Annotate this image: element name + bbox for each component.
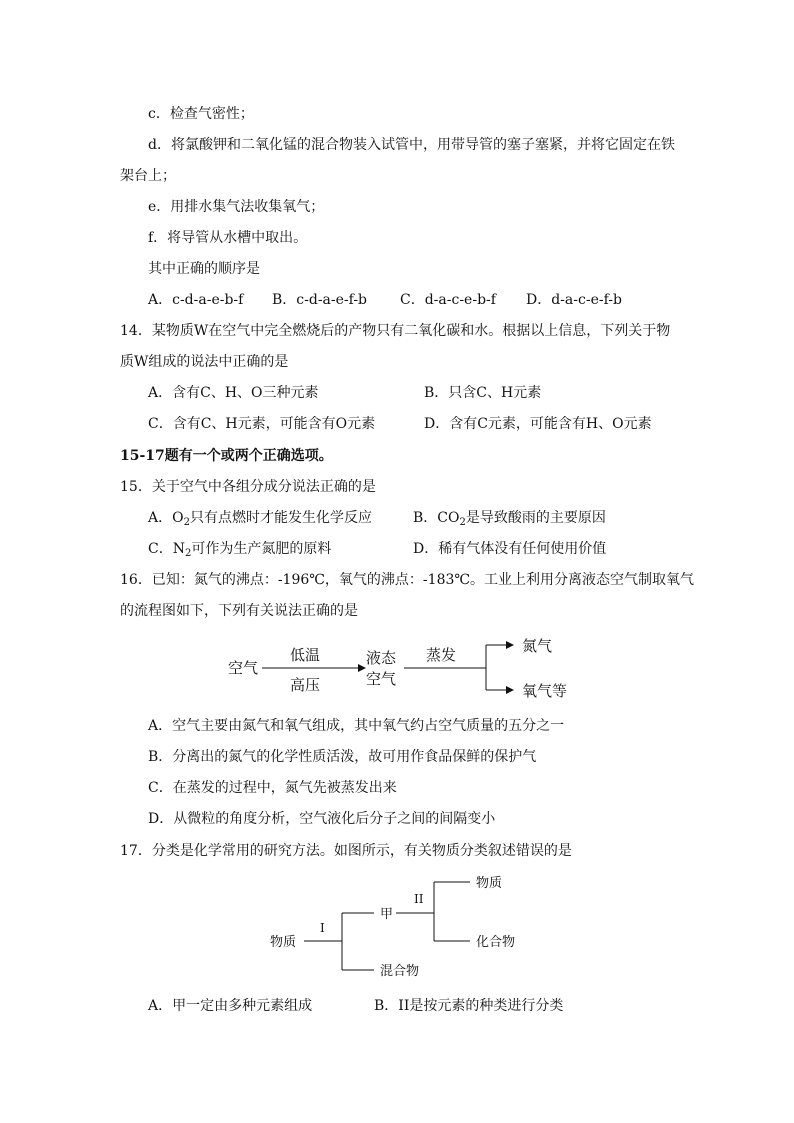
q17-top-right-label: 物质 <box>476 876 503 891</box>
q16-liquid-label-1: 液态 <box>366 649 397 667</box>
q16-air-label: 空气 <box>228 659 259 677</box>
q15-option-a-sub: 2 <box>183 517 190 528</box>
q13-step-d-line1: d．将氯酸钾和二氧化锰的混合物装入试管中，用带导管的塞子塞紧，并将它固定在铁 <box>148 137 675 153</box>
q13-step-e: e．用排水集气法收集氧气； <box>148 199 325 215</box>
q16-evaporate-label: 蒸发 <box>426 646 457 664</box>
q17-option-b: B．II是按元素的种类进行分类 <box>374 998 564 1014</box>
q13-prompt: 其中正确的顺序是 <box>148 261 260 277</box>
q14-stem-line2: 质W组成的说法中正确的是 <box>120 354 289 370</box>
q17-matter-label: 物质 <box>270 935 297 950</box>
q14-stem-line1: 14．某物质W在空气中完全燃烧后的产物只有二氧化碳和水。根据以上信息，下列关于物 <box>120 323 671 339</box>
q17-stem: 17．分类是化学常用的研究方法。如图所示，有关物质分类叙述错误的是 <box>120 843 572 859</box>
q15-stem: 15．关于空气中各组分成分说法正确的是 <box>120 479 376 495</box>
q15-option-c <box>148 539 331 564</box>
q16-branch-top-head <box>506 641 514 649</box>
q13-option-d: D．d-a-c-e-f-b <box>526 292 622 308</box>
q16-option-b: B．分离出的氮气的化学性质活泼，故可用作食品保鲜的保护气 <box>148 749 537 765</box>
q16-branch-bottom-head <box>506 686 514 694</box>
q17-compound-label: 化合物 <box>476 935 516 950</box>
q17-classification-diagram <box>262 870 542 982</box>
q16-high-pressure-label: 高压 <box>290 676 321 694</box>
q15-option-b-post: 是导致酸雨的主要原因 <box>465 510 606 526</box>
q16-option-c: C．在蒸发的过程中，氮气先被蒸发出来 <box>148 780 397 796</box>
q16-nitrogen-label: 氮气 <box>522 637 553 655</box>
q14-option-c: C．含有C、H元素，可能含有O元素 <box>148 416 376 432</box>
q16-stem-line1: 16．已知：氮气的沸点：-196℃，氧气的沸点：-183℃。工业上利用分离液态空气制取氧气 <box>120 572 695 588</box>
q17-option-a: A．甲一定由多种元素组成 <box>148 998 313 1014</box>
q14-option-b: B．只含C、H元素 <box>424 385 542 401</box>
section-note: 15-17题有一个或两个正确选项。 <box>120 448 333 464</box>
q13-option-b: B．c-d-a-e-f-b <box>272 292 368 308</box>
q16-low-temp-label: 低温 <box>290 646 321 664</box>
q13-step-c: c．检查气密性； <box>148 106 254 122</box>
q15-option-a <box>148 508 372 533</box>
q15-option-c-post: 可作为生产氮肥的原料 <box>191 541 332 557</box>
q16-flow-diagram <box>220 632 600 704</box>
q13-option-a: A．c-d-a-e-b-f <box>148 292 244 308</box>
q16-arrow-1-head <box>358 664 366 672</box>
q14-option-a: A．含有C、H、O三种元素 <box>148 385 319 401</box>
q15-option-c-pre: C．N <box>148 541 185 557</box>
q14-option-d: D．含有C元素，可能含有H、O元素 <box>424 416 652 432</box>
q16-option-d: D．从微粒的角度分析，空气液化后分子之间的间隔变小 <box>148 811 496 827</box>
q17-jia-label: 甲 <box>380 907 394 922</box>
q13-step-f: f．将导管从水槽中取出。 <box>148 230 308 246</box>
q16-option-a: A．空气主要由氮气和氧气组成，其中氧气约占空气质量的五分之一 <box>148 718 565 734</box>
q17-mixture-label: 混合物 <box>380 964 420 979</box>
q13-step-d-line2: 架台上； <box>120 168 176 184</box>
q13-option-c: C．d-a-c-e-b-f <box>400 292 496 308</box>
q17-label-I: I <box>320 921 325 935</box>
q15-option-a-post: 只有点燃时才能发生化学反应 <box>189 510 372 526</box>
q17-label-II: II <box>414 892 424 906</box>
q15-option-b-sub: 2 <box>459 517 466 528</box>
q16-oxygen-label: 氧气等 <box>522 682 568 700</box>
q15-option-c-sub: 2 <box>184 548 192 559</box>
q16-stem-line2: 的流程图如下，下列有关说法正确的是 <box>120 603 358 619</box>
q15-option-b <box>413 508 606 533</box>
q15-option-b-pre: B．CO <box>413 510 460 526</box>
q15-option-a-pre: A．O <box>148 510 184 526</box>
q16-liquid-label-2: 空气 <box>366 670 397 688</box>
q15-option-d: D．稀有气体没有任何使用价值 <box>413 541 607 557</box>
